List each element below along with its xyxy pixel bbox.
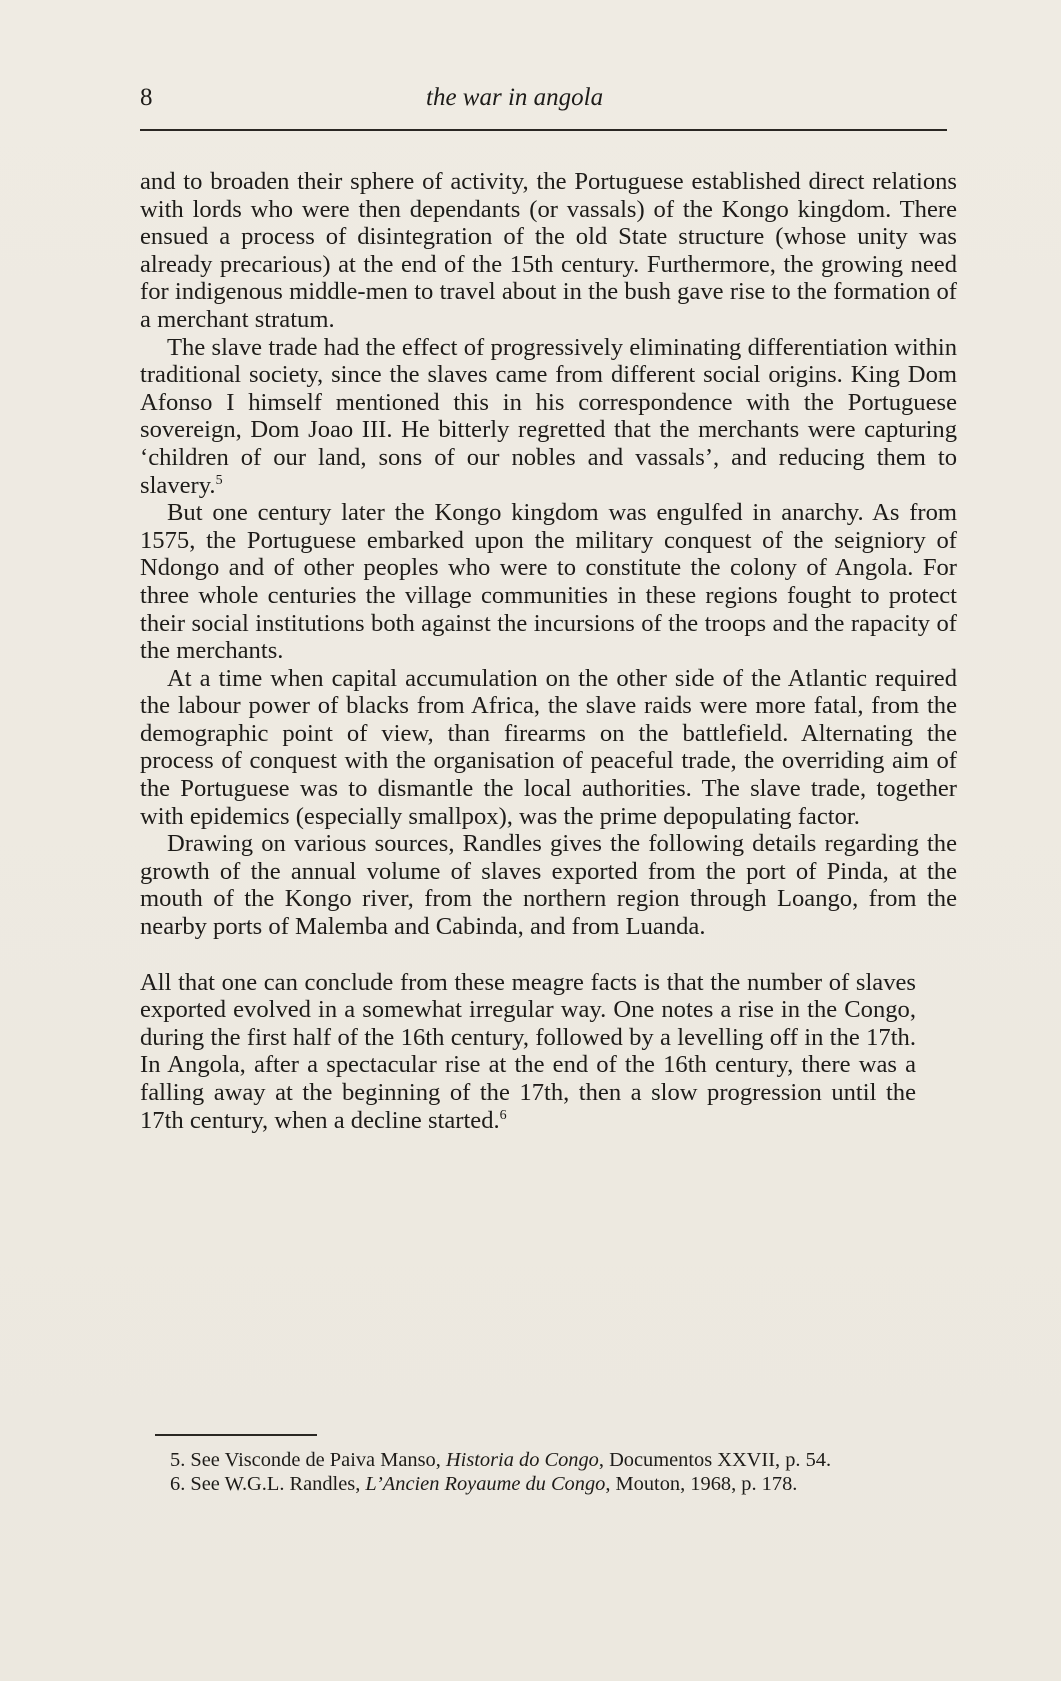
paragraph: At a time when capital accumulation on the other side of the Atlantic required the labour power of blacks from Africa, the slave raids were more fatal, from the demographic point of view, than firearms on the battlefield. Alternating the process of conquest with the organisation of peaceful trade, the overriding aim of the Portuguese was to dismantle the local authorities. The slave trade, together with epidemics (especially smallpox), was the prime depopulating factor. [140, 664, 957, 830]
paragraph: Drawing on various sources, Randles gives the following details regarding the growth of the annual volume of slaves exported from the port of Pinda, at the mouth of the Kongo river, from the northern region through Loango, from the nearby ports of Malemba and Cabinda, and from Luanda. [140, 830, 957, 941]
cited-title: Historia do Congo [445, 1449, 599, 1471]
page-number: 8 [140, 84, 153, 111]
footnote: 6. See W.G.L. Randles, L’Ancien Royaume du Congo, Mouton, 1968, p. 178. [170, 1473, 798, 1495]
footnote: 5. See Visconde de Paiva Manso, Historia do Congo, Documentos XXVII, p. 54. [170, 1449, 832, 1471]
paragraph: and to broaden their sphere of activity, the Portuguese established direct relations with lords who were then dependants (or vassals) of the Kongo kingdom. There ensued a process of disintegration of the old State structure (whose unity was already precarious) at the end of the 15th century. Furthermore, the growing need for indigenous middle-men to travel about in the bush gave rise to the formation of a merchant stratum. [140, 168, 957, 333]
footnote-reference: 6 [499, 1107, 507, 1123]
cited-title: L’Ancien Royaume du Congo [365, 1473, 606, 1495]
paragraph: But one century later the Kongo kingdom was engulfed in anarchy. As from 1575, the Portuguese embarked upon the military conquest of the seigniory of Ndongo and of other peoples who were to constitute the colony of Angola. For three whole centuries the village communities in these regions fought to protect their social institutions both against the incursions of the troops and the rapacity of the merchants. [140, 499, 957, 665]
paragraph: The slave trade had the effect of progressively eliminating differentiation within traditional society, since the slaves came from different social origins. King Dom Afonso I himself mentioned this in his correspondence with the Portuguese sovereign, Dom Joao III. He bitterly regretted that the merchants were capturing ‘children of our land, sons of our nobles and vassals’, and reducing them to slavery.$^5$ [140, 333, 957, 499]
block-quote: All that one can conclude from these meagre facts is that the number of slaves exported evolved in a somewhat irregular way. One notes a rise in the Congo, during the first half of the 16th century, followed by a levelling off in the 17th. In Angola, after a spectacular rise at the end of the 16th century, there was a falling away at the beginning of the 17th, then a slow progression until the 17th century, when a decline started.$^6$ [140, 968, 916, 1134]
footnotes [170, 1448, 970, 1496]
main-text [140, 168, 957, 1134]
header-rule [140, 129, 947, 131]
footnote-reference: 5 [215, 472, 223, 488]
running-head: the war in angola [426, 84, 604, 111]
footnote-rule [155, 1434, 317, 1436]
page-header [140, 80, 960, 120]
